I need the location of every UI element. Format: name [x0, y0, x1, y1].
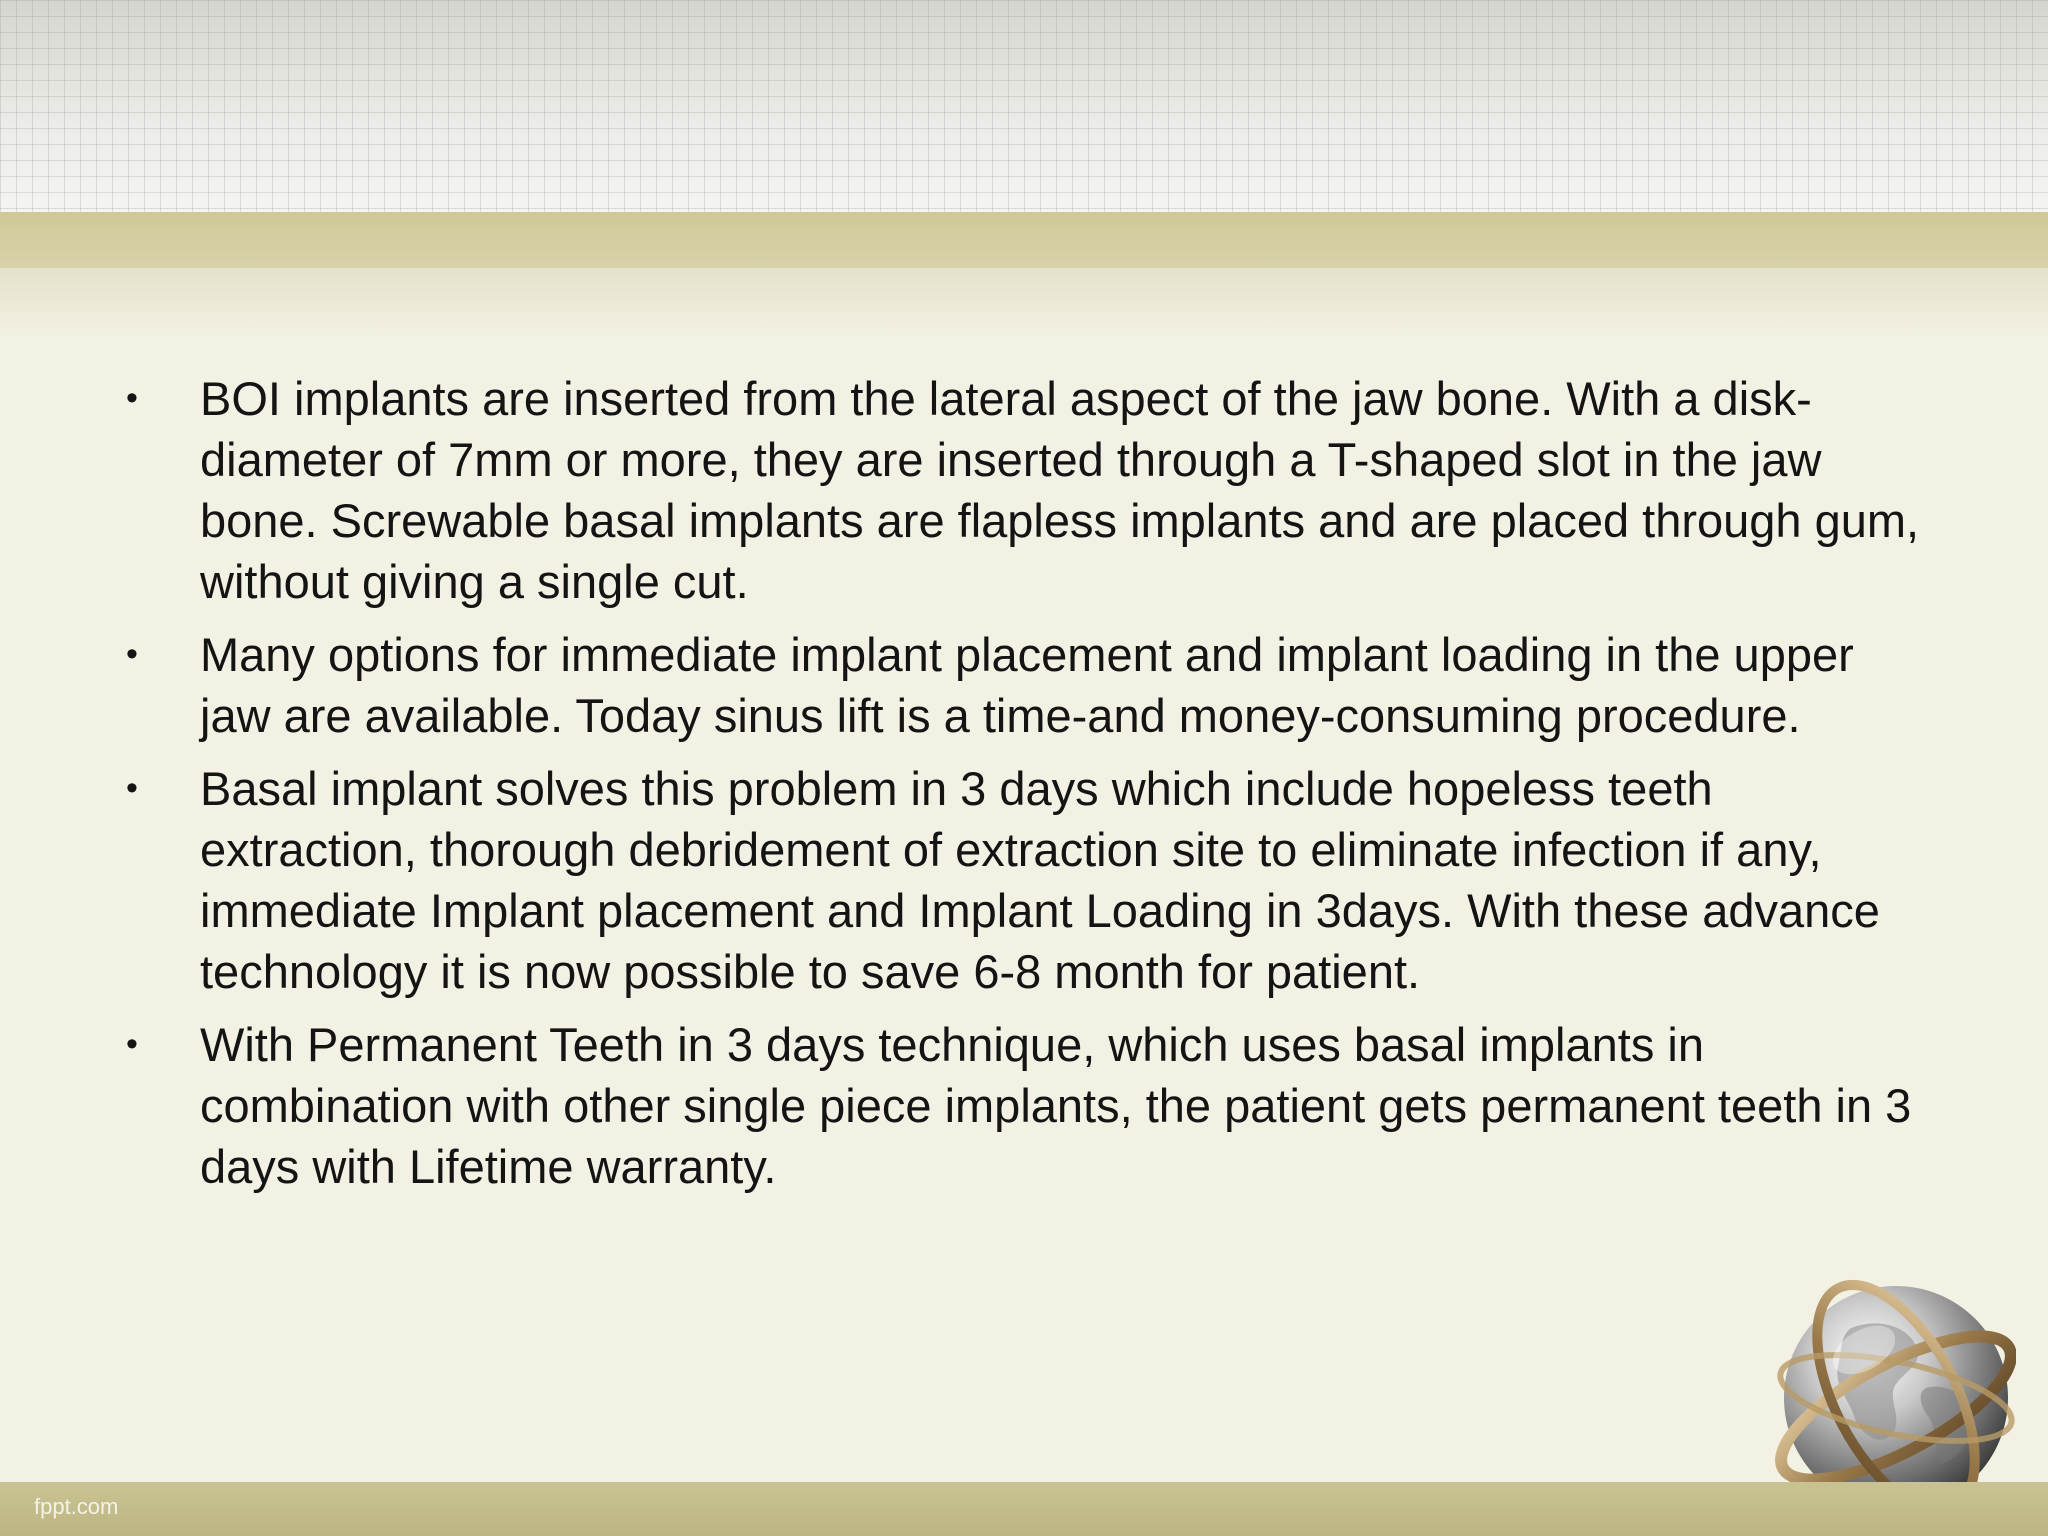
bullet-marker: • [126, 379, 138, 417]
footer-band [0, 1482, 2048, 1536]
bullet-text: Many options for immediate implant placement and implant loading in the upper jaw are available. Today sinus lift is a time-and money-consuming procedure. [200, 628, 1854, 742]
bullet-item [126, 624, 1926, 746]
bullet-list [126, 368, 1926, 1197]
bullet-item [126, 368, 1926, 612]
bullet-text: Basal implant solves this problem in 3 days which include hopeless teeth extraction, thorough debridement of extraction site to eliminate infection if any, immediate Implant placement and Implant Loading in 3days. With these advance technology it is now possible to save 6-8 month for patient. [200, 762, 1880, 998]
bullet-marker: • [126, 1025, 138, 1063]
header-band [0, 212, 2048, 268]
slide-content [126, 368, 1926, 1209]
footer-brand: fppt.com [34, 1494, 119, 1519]
bullet-marker: • [126, 635, 138, 673]
header-fade [0, 268, 2048, 338]
bullet-item [126, 758, 1926, 1002]
header-grid-pattern [0, 0, 2048, 212]
bullet-item [126, 1014, 1926, 1197]
bullet-text: With Permanent Teeth in 3 days technique, which uses basal implants in combination with other single piece implants, the patient gets permanent teeth in 3 days with Lifetime warranty. [200, 1018, 1912, 1193]
bullet-text: BOI implants are inserted from the lateral aspect of the jaw bone. With a disk-diameter of 7mm or more, they are inserted through a T-shaped slot in the jaw bone. Screwable basal implants are flapless implants and are placed through gum, without giving a single cut. [200, 372, 1920, 608]
bullet-marker: • [126, 769, 138, 807]
